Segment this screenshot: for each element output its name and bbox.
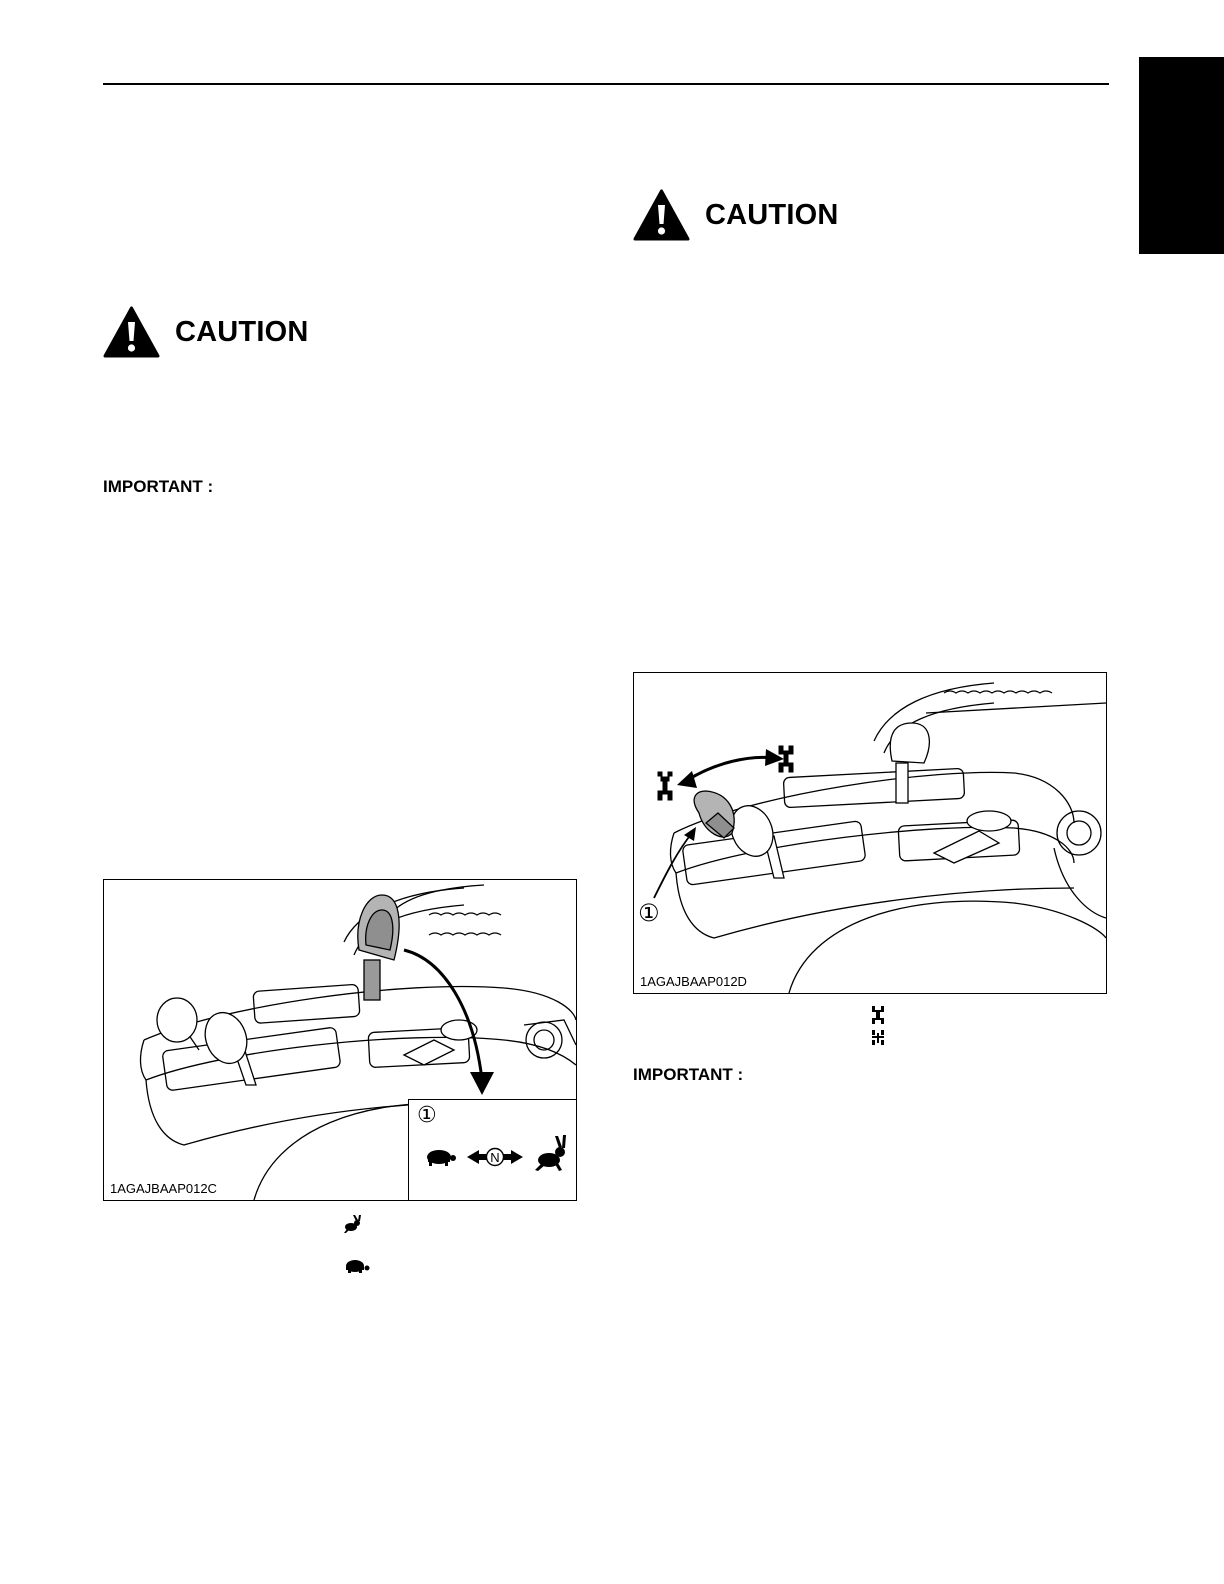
caution-heading-right <box>633 189 839 241</box>
2wd-tractor-icon <box>871 1006 885 1024</box>
front-wheel-drive-illustration <box>634 673 1106 993</box>
figure-code: 1AGAJBAAP012C <box>110 1181 217 1196</box>
callout-number: ① <box>638 900 660 927</box>
4wd-tractor-icon <box>871 1030 885 1046</box>
section-tab <box>1139 57 1224 254</box>
speed-legend <box>408 1099 576 1200</box>
caution-heading-left <box>103 306 309 358</box>
caution-label: CAUTION <box>705 198 839 231</box>
header-rule <box>103 83 1109 85</box>
warning-triangle-icon <box>633 189 690 241</box>
important-label-right: IMPORTANT : <box>633 1065 744 1084</box>
speed-legend-graphic <box>409 1100 576 1200</box>
2wd-tractor-icon <box>658 772 672 800</box>
neutral-letter: N <box>490 1150 500 1165</box>
turtle-icon <box>343 1258 371 1276</box>
important-label-left: IMPORTANT : <box>103 477 214 496</box>
caution-label: CAUTION <box>175 315 309 348</box>
figure-code: 1AGAJBAAP012D <box>640 974 747 989</box>
callout-number: ① <box>417 1102 437 1127</box>
rabbit-icon <box>535 1135 566 1171</box>
rabbit-icon <box>343 1214 363 1234</box>
turtle-icon <box>427 1150 456 1166</box>
front-wheel-drive-figure <box>633 672 1107 994</box>
warning-triangle-icon <box>103 306 160 358</box>
range-gear-figure <box>103 879 577 1201</box>
